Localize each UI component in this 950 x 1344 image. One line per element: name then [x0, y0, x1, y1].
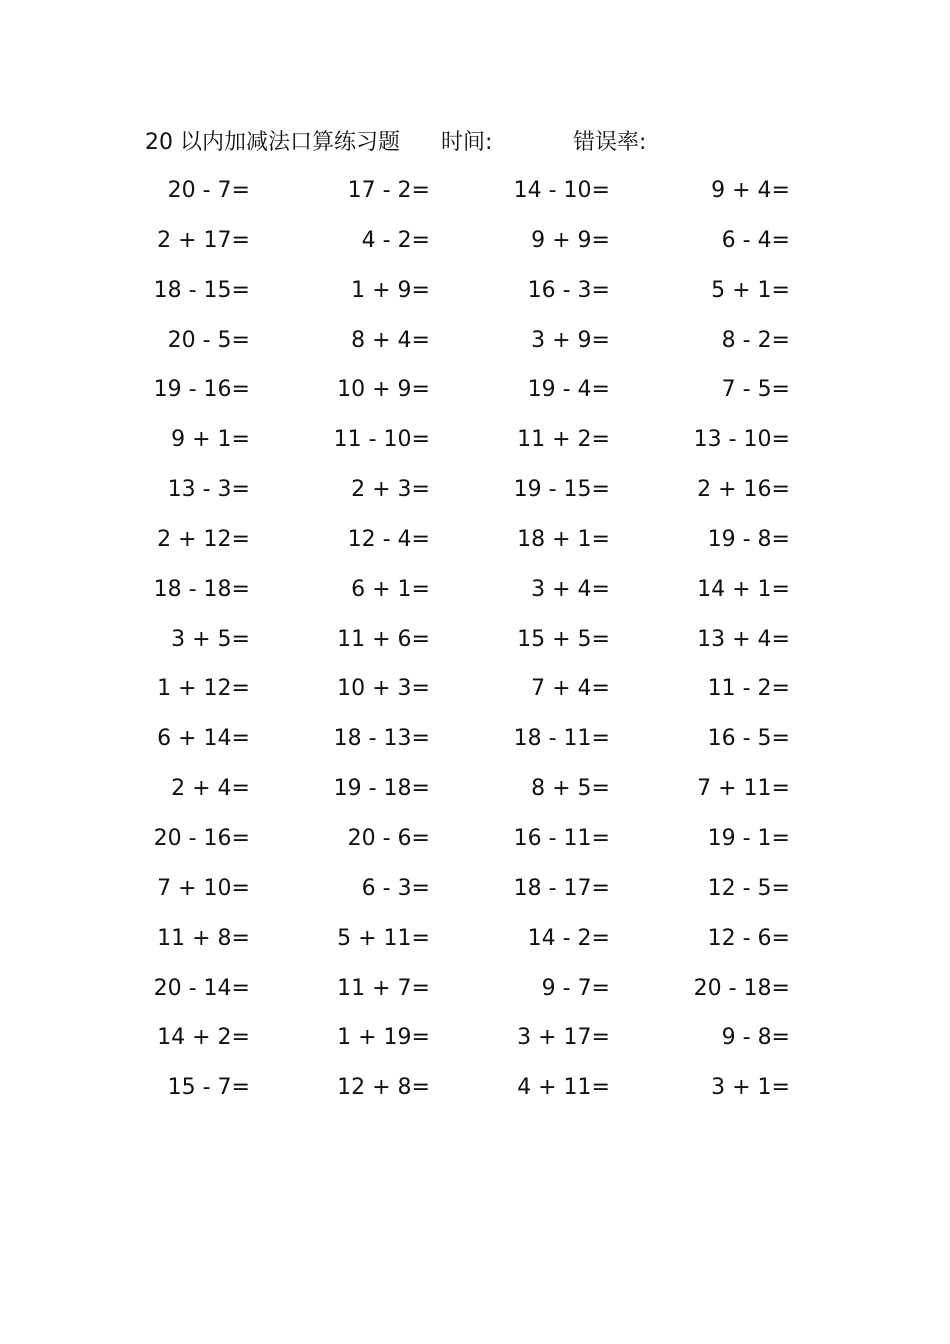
problem-item: 17 - 2=: [347, 178, 430, 203]
problem-item: 9 - 7=: [541, 975, 610, 1001]
problem-item: 7 + 11=: [697, 776, 790, 802]
problem-item: 6 + 14=: [157, 726, 250, 752]
problem-item: 2 + 16=: [697, 477, 790, 503]
problem-item: 12 - 5=: [707, 875, 790, 901]
problem-item: 18 - 13=: [333, 726, 430, 752]
problem-item: 1 + 19=: [337, 1025, 430, 1051]
problem-row: [140, 373, 800, 423]
problem-row: [140, 772, 800, 822]
problem-item: 14 - 2=: [527, 925, 610, 951]
problem-item: 8 + 5=: [531, 776, 610, 802]
problem-item: 8 + 4=: [351, 327, 430, 353]
problem-item: 2 + 4=: [171, 776, 250, 802]
problem-item: 9 + 1=: [171, 427, 250, 453]
problem-item: 18 - 15=: [153, 277, 250, 303]
problem-item: 15 + 5=: [517, 626, 610, 652]
problem-item: 20 - 6=: [347, 825, 430, 851]
problem-item: 20 - 7=: [167, 178, 250, 203]
problem-row: [140, 972, 800, 1022]
problem-item: 15 - 7=: [167, 1075, 250, 1101]
problem-item: 13 + 4=: [697, 626, 790, 652]
worksheet-title: 20 以内加减法口算练习题: [145, 130, 400, 155]
problem-item: 4 + 11=: [517, 1075, 610, 1101]
problem-item: 11 - 2=: [707, 676, 790, 702]
problem-item: 11 + 8=: [157, 925, 250, 951]
time-label: 时间:: [441, 130, 493, 155]
problem-row: [140, 423, 800, 473]
problem-item: 14 + 1=: [697, 576, 790, 602]
problem-item: 19 - 4=: [527, 377, 610, 403]
problem-item: 8 - 2=: [721, 327, 790, 353]
problem-item: 20 - 5=: [167, 327, 250, 353]
problem-item: 12 - 4=: [347, 526, 430, 552]
problem-row: [140, 1071, 800, 1121]
problem-item: 11 + 2=: [517, 427, 610, 453]
problem-row: [140, 722, 800, 772]
problem-row: [140, 922, 800, 972]
problem-grid: [140, 174, 800, 1121]
problem-item: 12 - 6=: [707, 925, 790, 951]
problem-item: 2 + 12=: [157, 526, 250, 552]
problem-item: 9 - 8=: [721, 1025, 790, 1051]
problem-item: 13 - 10=: [693, 427, 790, 453]
problem-item: 2 + 3=: [351, 477, 430, 503]
problem-item: 12 + 8=: [337, 1075, 430, 1101]
problem-item: 5 + 11=: [337, 925, 430, 951]
problem-item: 19 - 16=: [153, 377, 250, 403]
problem-item: 11 - 10=: [333, 427, 430, 453]
problem-row: [140, 672, 800, 722]
problem-row: [140, 623, 800, 673]
problem-row: [140, 174, 800, 224]
problem-item: 3 + 4=: [531, 576, 610, 602]
problem-item: 7 + 4=: [531, 676, 610, 702]
problem-item: 20 - 16=: [153, 825, 250, 851]
problem-item: 20 - 18=: [693, 975, 790, 1001]
problem-item: 4 - 2=: [361, 227, 430, 253]
problem-row: [140, 224, 800, 274]
problem-item: 10 + 3=: [337, 676, 430, 702]
problem-item: 6 - 3=: [361, 875, 430, 901]
problem-item: 13 - 3=: [167, 477, 250, 503]
problem-item: 18 + 1=: [517, 526, 610, 552]
problem-item: 10 + 9=: [337, 377, 430, 403]
problem-item: 3 + 5=: [171, 626, 250, 652]
problem-item: 16 - 5=: [707, 726, 790, 752]
problem-item: 6 + 1=: [351, 576, 430, 602]
problem-item: 3 + 17=: [517, 1025, 610, 1051]
problem-item: 19 - 15=: [513, 477, 610, 503]
problem-row: [140, 1021, 800, 1071]
problem-item: 6 - 4=: [721, 227, 790, 253]
problem-item: 2 + 17=: [157, 227, 250, 253]
problem-item: 3 + 9=: [531, 327, 610, 353]
problem-item: 11 + 6=: [337, 626, 430, 652]
problem-item: 5 + 1=: [711, 277, 790, 303]
problem-row: [140, 274, 800, 324]
problem-item: 11 + 7=: [337, 975, 430, 1001]
problem-item: 19 - 8=: [707, 526, 790, 552]
problem-item: 7 - 5=: [721, 377, 790, 403]
error-rate-label: 错误率:: [573, 130, 647, 155]
problem-item: 1 + 9=: [351, 277, 430, 303]
problem-item: 20 - 14=: [153, 975, 250, 1001]
problem-item: 16 - 11=: [513, 825, 610, 851]
problem-item: 16 - 3=: [527, 277, 610, 303]
problem-item: 19 - 1=: [707, 825, 790, 851]
problem-row: [140, 523, 800, 573]
problem-item: 9 + 4=: [711, 178, 790, 203]
problem-item: 7 + 10=: [157, 875, 250, 901]
problem-item: 3 + 1=: [711, 1075, 790, 1101]
problem-item: 18 - 17=: [513, 875, 610, 901]
problem-item: 19 - 18=: [333, 776, 430, 802]
problem-row: [140, 473, 800, 523]
problem-row: [140, 324, 800, 374]
problem-item: 9 + 9=: [531, 227, 610, 253]
problem-row: [140, 872, 800, 922]
problem-item: 18 - 18=: [153, 576, 250, 602]
worksheet-header: [145, 128, 785, 158]
problem-item: 14 + 2=: [157, 1025, 250, 1051]
problem-item: 1 + 12=: [157, 676, 250, 702]
problem-item: 14 - 10=: [513, 178, 610, 203]
problem-row: [140, 573, 800, 623]
problem-item: 18 - 11=: [513, 726, 610, 752]
problem-row: [140, 822, 800, 872]
